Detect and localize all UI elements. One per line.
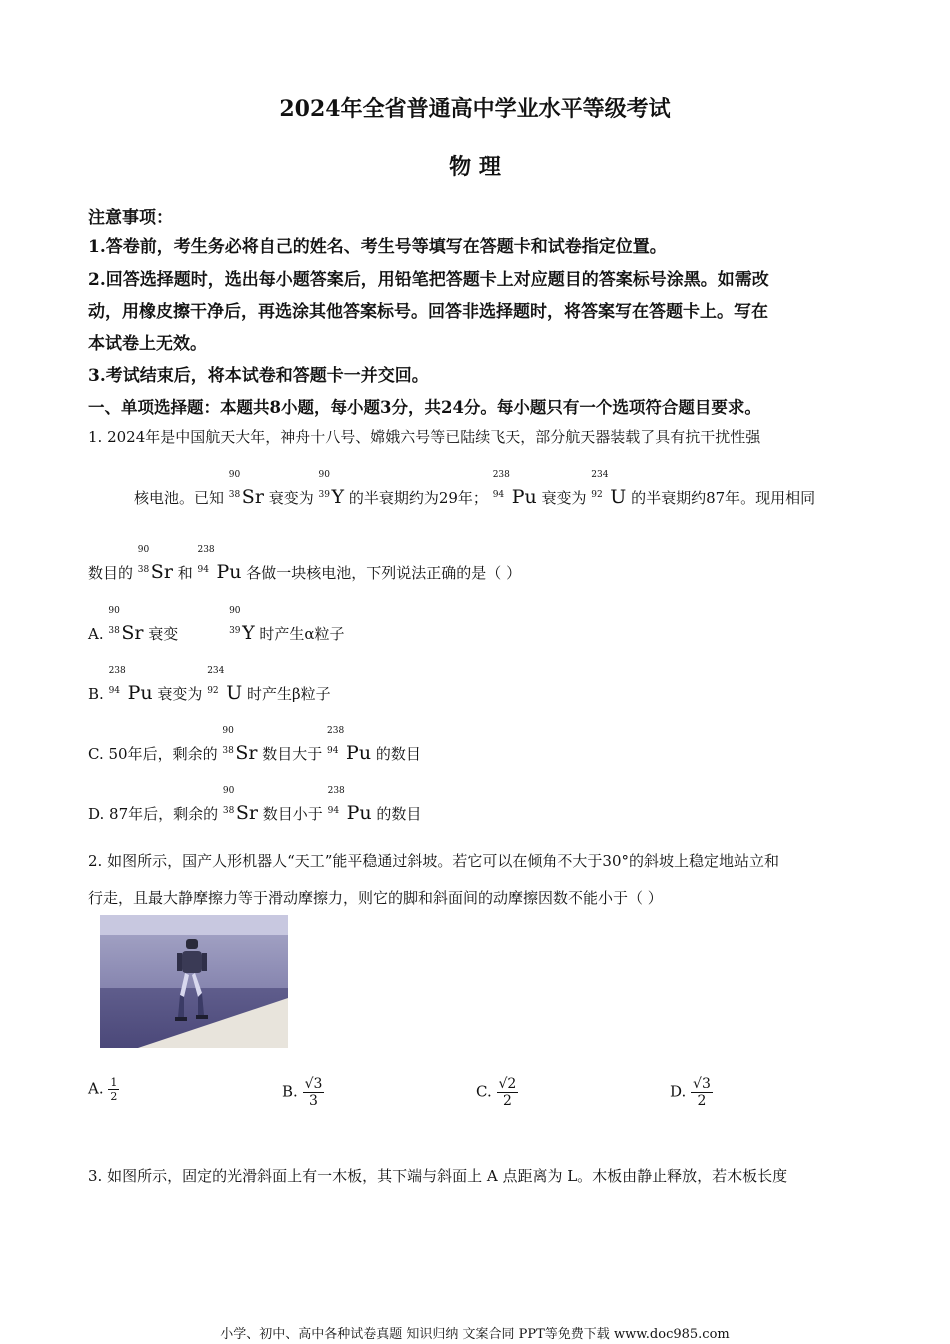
fraction: $\frac{1}{2}$ <box>110 1076 118 1103</box>
q1-line-2 <box>134 470 816 508</box>
nuclide-pu: 238 94 Pu <box>327 726 372 764</box>
notice-item-2-line-2: 动，用橡皮擦干净后，再选涂其他答案标号。回答非选择题时，将答案写在答题卡上。写在 <box>88 302 768 322</box>
notice-item-1: 1.答卷前，考生务必将自己的姓名、考生号等填写在答题卡和试卷指定位置。 <box>88 237 667 257</box>
nuclide-pu: 238 94 Pu <box>327 786 372 824</box>
exam-title: 2024年全省普通高中学业水平等级考试 <box>279 96 671 122</box>
option-text: 数目大于 <box>262 745 323 763</box>
q2-option-d <box>670 1076 713 1109</box>
q1-line-3 <box>88 545 522 583</box>
option-text: 时产生β粒子 <box>246 685 331 703</box>
fraction: $\frac{√3}{2}$ <box>693 1076 711 1109</box>
q1-line-1: 1. 2024年是中国航天大年，神舟十八号、嫦娥六号等已陆续飞天，部分航天器装载了具有抗干扰性强 <box>88 428 761 446</box>
q1-l2-text-c: 的半衰期约为29年； <box>348 489 488 507</box>
q3-line-1: 3. 如图所示，固定的光滑斜面上有一木板，其下端与斜面上 A 点距离为 L。木板由静止释放，若木板长度 <box>88 1167 788 1185</box>
nuclide-u: 234 92 U <box>207 666 243 704</box>
option-label: C. <box>476 1082 492 1101</box>
q1-l2-text-a: 核电池。已知 <box>134 489 225 507</box>
nuclide-sr: 90 38 Sr <box>222 786 259 824</box>
q1-l3-text-b: 和 <box>177 564 193 582</box>
notice-item-2-line-1: 2.回答选择题时，选出每小题答案后，用铅笔把答题卡上对应题目的答案标号涂黑。如需改 <box>88 270 769 290</box>
nuclide-sr: 90 38 Sr <box>108 606 144 644</box>
nuclide-sr: 90 38 Sr <box>228 470 264 508</box>
option-label: D. 87年后，剩余的 <box>88 805 219 823</box>
option-label: B. <box>88 685 104 703</box>
q2-line-1: 2. 如图所示，国产人形机器人“天工”能平稳通过斜坡。若它可以在倾角不大于30°的斜坡上稳定地站立和 <box>88 852 780 870</box>
notice-heading: 注意事项： <box>88 208 173 228</box>
option-label: B. <box>282 1082 298 1101</box>
q1-option-d <box>88 786 422 824</box>
q1-option-c <box>88 726 421 764</box>
q1-option-b <box>88 666 331 704</box>
option-label: A. <box>88 625 104 643</box>
option-text: 数目小于 <box>262 805 323 823</box>
nuclide-pu: 238 94 Pu <box>197 545 242 583</box>
option-text: 的数目 <box>376 805 422 823</box>
nuclide-sr: 90 38 Sr <box>222 726 258 764</box>
q1-l2-text-b: 衰变为 <box>268 489 314 507</box>
q1-l2-text-d: 衰变为 <box>541 489 587 507</box>
fraction: $\frac{√3}{3}$ <box>304 1076 323 1109</box>
notice-item-3: 3.考试结束后，将本试卷和答题卡一并交回。 <box>88 366 429 386</box>
q2-option-b <box>282 1076 324 1109</box>
subject-title: 物 理 <box>449 154 501 180</box>
option-label: C. 50年后，剩余的 <box>88 745 218 763</box>
option-text: 时产生α粒子 <box>259 625 345 643</box>
q1-l3-text-c: 各做一块核电池，下列说法正确的是（ ） <box>246 564 522 582</box>
nuclide-u: 234 92 U <box>591 470 627 508</box>
q2-line-2: 行走，且最大静摩擦力等于滑动摩擦力，则它的脚和斜面间的动摩擦因数不能小于（ ） <box>88 889 663 907</box>
page-footer: 小学、初中、高中各种试卷真题 知识归纳 文案合同 PPT等免费下载 www.doc985.com <box>220 1327 730 1342</box>
option-text: 衰变为 <box>157 685 203 703</box>
section-1-heading: 一、单项选择题：本题共8小题，每小题3分，共24分。每小题只有一个选项符合题目要求。 <box>88 398 761 417</box>
nuclide-y: 90 39 Y <box>229 606 255 644</box>
nuclide-y: 90 39 Y <box>318 470 345 508</box>
option-text: 的数目 <box>375 745 421 763</box>
nuclide-pu: 238 94 Pu <box>492 470 537 508</box>
notice-item-2-line-3: 本试卷上无效。 <box>88 334 207 354</box>
robot-on-slope-photo <box>100 915 288 1048</box>
q1-l3-text-a: 数目的 <box>88 564 134 582</box>
q2-option-c <box>476 1076 518 1109</box>
fraction: $\frac{√2}{2}$ <box>498 1076 517 1109</box>
option-label: A. <box>88 1079 104 1098</box>
humanoid-robot-icon <box>172 935 212 1025</box>
option-label: D. <box>670 1082 687 1101</box>
nuclide-pu: 238 94 Pu <box>108 666 153 704</box>
q1-l2-text-e: 的半衰期约87年。现用相同 <box>631 489 816 507</box>
q2-option-a <box>88 1076 119 1103</box>
q1-option-a <box>88 606 345 644</box>
nuclide-sr: 90 38 Sr <box>137 545 173 583</box>
option-text: 衰变 <box>148 625 179 643</box>
